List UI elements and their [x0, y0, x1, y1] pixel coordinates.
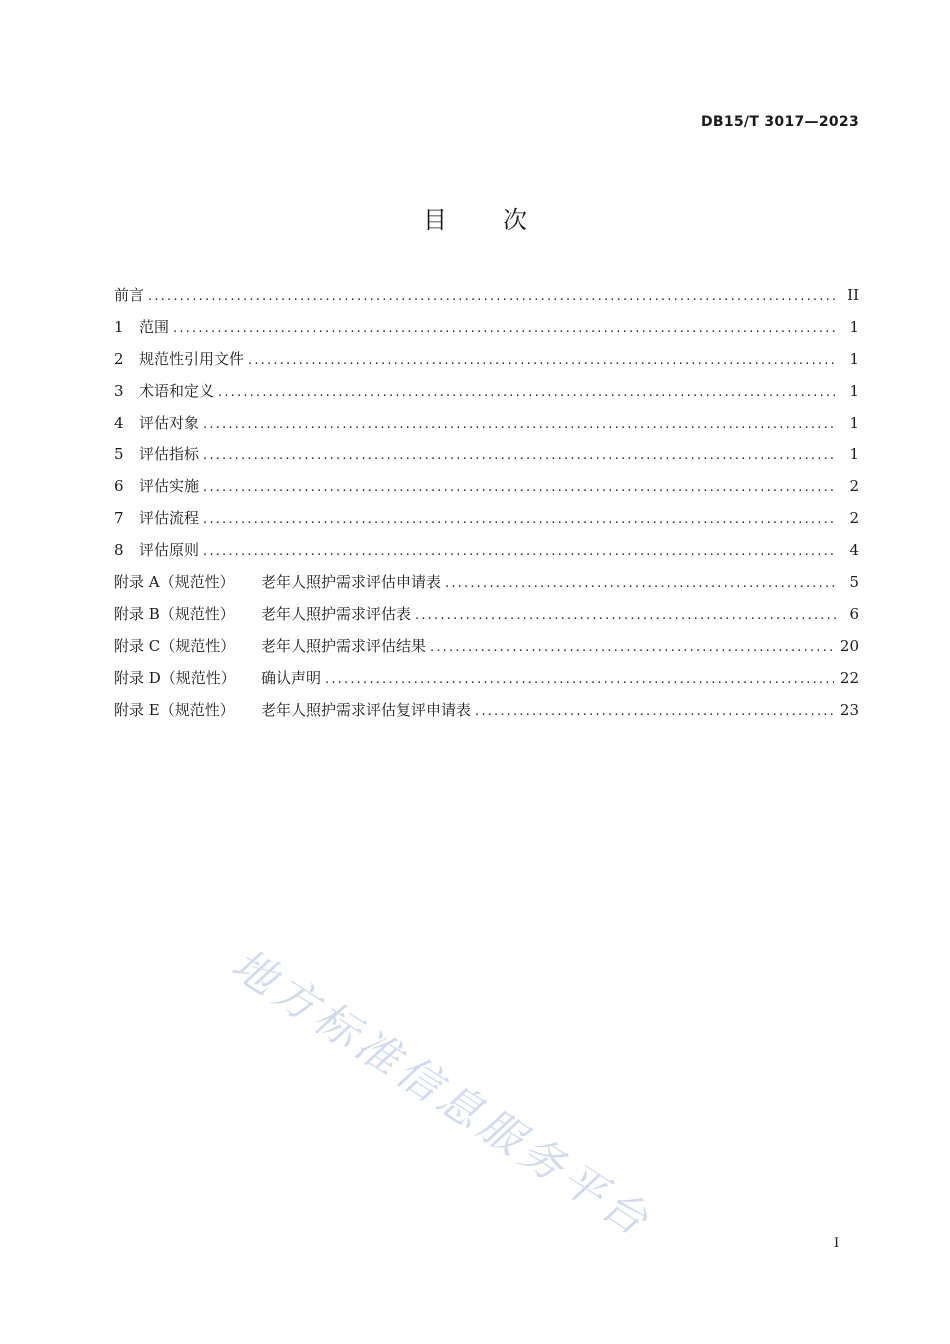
toc-entry-8[interactable] [114, 539, 859, 571]
appendix-prefix: 附录 B（规范性） [114, 604, 235, 623]
appendix-prefix: 附录 A（规范性） [114, 573, 235, 592]
toc-entry-appendix-b[interactable] [114, 603, 859, 635]
toc-entry-label: 评估原则 [139, 541, 200, 560]
toc-entry-page: 20 [839, 636, 859, 655]
toc-entry-appendix-c[interactable] [114, 635, 859, 667]
toc-entry-label: 前言 [114, 286, 145, 304]
toc-entry-page: 1 [849, 445, 859, 464]
toc-entry-label: 范围 [139, 317, 170, 336]
toc-entry-page: 23 [839, 700, 859, 719]
dot-leader [203, 544, 837, 559]
dot-leader [203, 417, 837, 432]
toc-entry-number: 2 [114, 349, 124, 368]
toc-entry-label: 评估流程 [139, 509, 200, 528]
toc-entry-appendix-d[interactable] [114, 667, 859, 699]
dot-leader [203, 448, 837, 463]
document-code: DB15/T 3017—2023 [700, 114, 859, 130]
page-number: I [834, 1236, 840, 1251]
toc-entry-page: 22 [839, 668, 859, 687]
toc-entry-page: 1 [849, 413, 859, 432]
toc-entry-label: 老年人照护需求评估表 [261, 604, 412, 623]
toc-entry-page: 1 [849, 317, 859, 336]
dot-leader [218, 385, 837, 400]
appendix-prefix: 附录 C（规范性） [114, 636, 236, 655]
appendix-prefix: 附录 E（规范性） [114, 700, 235, 719]
page-title: 目次 [423, 206, 583, 234]
dot-leader [148, 289, 837, 304]
toc-entry-page: 2 [849, 509, 859, 528]
toc-entry-page: 5 [849, 573, 859, 592]
toc-entry-number: 5 [114, 445, 124, 464]
toc-entry-label: 评估指标 [139, 445, 200, 464]
toc-entry-7[interactable] [114, 507, 859, 539]
dot-leader [203, 480, 837, 495]
dot-leader [445, 576, 837, 591]
table-of-contents [114, 284, 859, 730]
toc-entry-appendix-e[interactable] [114, 699, 859, 731]
toc-entry-2[interactable] [114, 348, 859, 380]
appendix-prefix: 附录 D（规范性） [114, 668, 236, 687]
toc-entry-label: 评估对象 [139, 413, 200, 432]
toc-entry-foreword[interactable] [114, 284, 859, 316]
toc-entry-appendix-a[interactable] [114, 571, 859, 603]
toc-entry-label: 规范性引用文件 [139, 349, 245, 368]
dot-leader [173, 321, 837, 336]
toc-entry-6[interactable] [114, 475, 859, 507]
toc-entry-number: 1 [114, 317, 124, 336]
toc-entry-label: 确认声明 [261, 668, 322, 687]
watermark: 地方标准信息服务平台 [222, 939, 661, 1249]
toc-entry-3[interactable] [114, 380, 859, 412]
toc-entry-label: 评估实施 [139, 477, 200, 496]
dot-leader [248, 353, 837, 368]
toc-entry-page: 4 [849, 541, 859, 560]
toc-entry-1[interactable] [114, 316, 859, 348]
toc-entry-page: 1 [849, 381, 859, 400]
toc-entry-label: 术语和定义 [139, 381, 215, 400]
toc-entry-number: 6 [114, 477, 124, 496]
dot-leader [325, 672, 834, 687]
toc-entry-number: 3 [114, 381, 124, 400]
toc-entry-label: 老年人照护需求评估复评申请表 [261, 700, 472, 719]
dot-leader [430, 640, 834, 655]
toc-entry-number: 4 [114, 413, 124, 432]
toc-entry-5[interactable] [114, 443, 859, 475]
toc-entry-page: 1 [849, 349, 859, 368]
dot-leader [475, 704, 834, 719]
toc-entry-label: 老年人照护需求评估结果 [261, 636, 427, 655]
toc-entry-label: 老年人照护需求评估申请表 [261, 573, 442, 592]
toc-entry-page: 6 [849, 604, 859, 623]
toc-entry-4[interactable] [114, 412, 859, 444]
toc-entry-page: 2 [849, 477, 859, 496]
dot-leader [203, 512, 837, 527]
dot-leader [415, 608, 837, 623]
toc-entry-number: 8 [114, 541, 124, 560]
toc-entry-number: 7 [114, 509, 124, 528]
toc-entry-page: II [847, 286, 859, 304]
